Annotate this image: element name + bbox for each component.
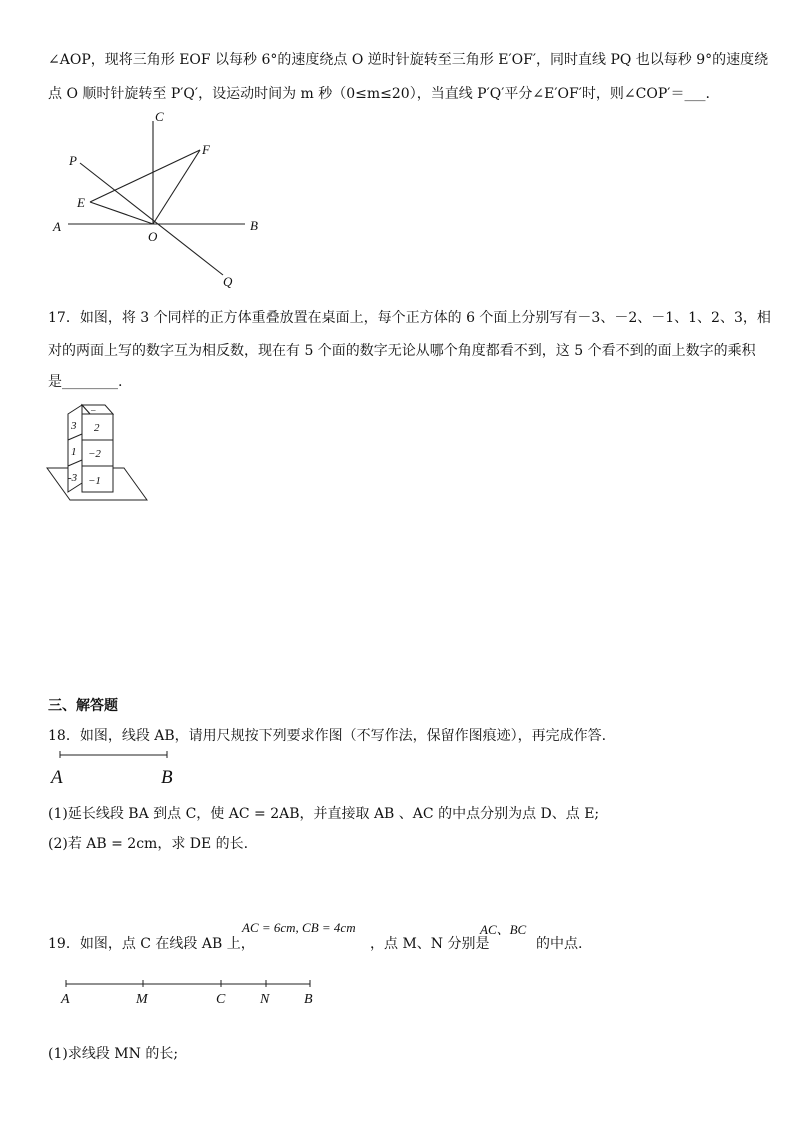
- label-q: Q: [223, 274, 233, 289]
- q19-segment-figure: [56, 975, 326, 1015]
- section-title: 三、解答题: [48, 698, 118, 714]
- q19-label-n: N: [260, 992, 270, 1007]
- q19-part1: (1)求线段 MN 的长;: [48, 1046, 179, 1062]
- cube1-left-label: 3: [71, 420, 77, 432]
- q19-given-lengths: AC = 6cm, CB = 4cm: [242, 920, 356, 935]
- q19-label-b: B: [304, 992, 313, 1007]
- q17-text-line1: 17．如图，将 3 个同样的正方体重叠放置在桌面上，每个正方体的 6 个面上分别写有－3、－2、－1、1、2、3，相: [48, 310, 771, 326]
- label-c: C: [155, 109, 164, 124]
- q19-label-a: A: [61, 992, 70, 1007]
- q17-text-line3: 是________.: [48, 374, 123, 390]
- label-f: F: [202, 142, 210, 157]
- label-a: A: [53, 219, 61, 234]
- cube-top-label: –: [91, 405, 96, 415]
- line-pq: [80, 163, 223, 275]
- label-o: O: [148, 229, 158, 244]
- q17-cube-stack-figure: [44, 398, 154, 508]
- label-p: P: [69, 153, 77, 168]
- q16-text-line1: ∠AOP，现将三角形 EOF 以每秒 6°的速度绕点 O 逆时针旋转至三角形 E′OF′，同时直线 PQ 也以每秒 9°的速度绕: [48, 52, 769, 68]
- q19-midpoint-segments: AC、BC: [480, 922, 527, 937]
- cube3-front-label: −1: [88, 475, 101, 487]
- cube2-left-label: 1: [71, 446, 77, 458]
- q18-part2: (2)若 AB = 2cm，求 DE 的长.: [48, 836, 249, 852]
- q16-text-line2: 点 O 顺时针旋转至 P′Q′，设运动时间为 m 秒（0≤m≤20），当直线 P′Q′平分∠E′OF′时，则∠COP′＝___.: [48, 86, 710, 102]
- q18-intro: 18．如图，线段 AB，请用尺规按下列要求作图（不写作法，保留作图痕迹），再完成作答.: [48, 728, 607, 744]
- cube1-front-label: 2: [94, 422, 100, 434]
- cube2-front-label: −2: [88, 448, 101, 460]
- q17-text-line2: 对的两面上写的数字互为相反数，现在有 5 个面的数字无论从哪个角度都看不到，这 5 个看不到的面上数字的乘积: [48, 343, 756, 359]
- q16-rotation-figure: [40, 105, 280, 290]
- q19-label-c: C: [216, 992, 226, 1007]
- cube3-left-label: -3: [68, 472, 78, 484]
- q19-intro-b: ，点 M、N 分别是: [370, 936, 490, 952]
- q19-intro-a: 19．如图，点 C 在线段 AB 上，: [48, 936, 255, 952]
- q19-intro-c: 的中点.: [536, 936, 583, 952]
- label-e: E: [77, 195, 85, 210]
- q18-label-a: A: [51, 767, 63, 788]
- q19-label-m: M: [136, 992, 148, 1007]
- q18-label-b: B: [161, 767, 173, 788]
- q18-part1: (1)延长线段 BA 到点 C，使 AC = 2AB，并直接取 AB 、AC 的中点分别为点 D、点 E;: [48, 806, 600, 822]
- label-b: B: [250, 218, 258, 233]
- q18-segment-figure: [44, 750, 194, 790]
